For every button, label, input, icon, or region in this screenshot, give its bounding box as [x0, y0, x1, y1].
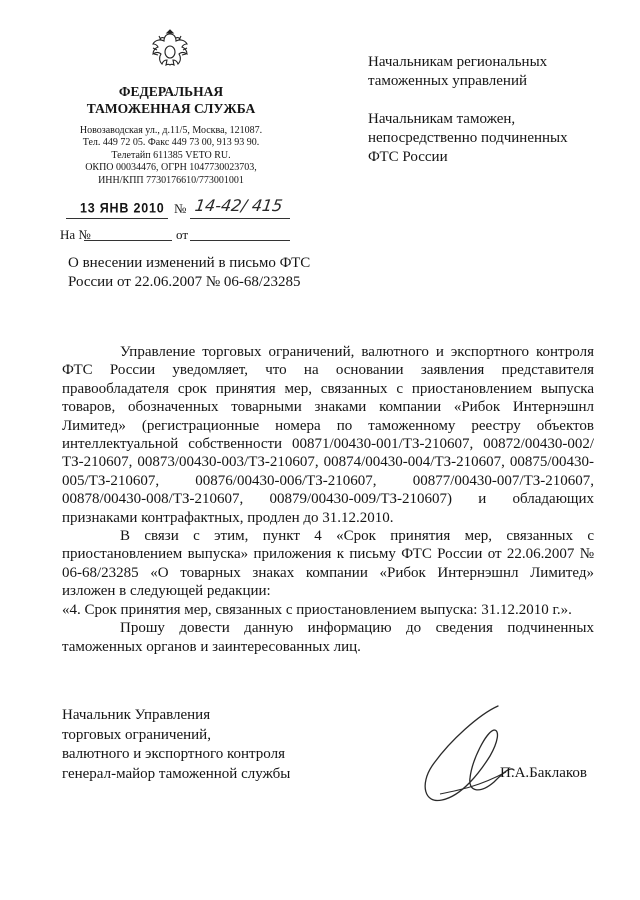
- reference-date-label: от: [176, 227, 189, 242]
- body-quote-paragraph: «4. Срок принятия мер, связанных с приостановлением выпуска: 31.12.2010 г.».: [62, 601, 572, 618]
- signatory-title-line: генерал-майор таможенной службы: [62, 765, 291, 782]
- subject-line: О внесении изменений в письмо ФТС: [68, 255, 311, 271]
- reference-number-label: На №: [60, 227, 91, 242]
- addressee-block: [368, 110, 608, 167]
- signatory-title-line: валютного и экспортного контроля: [62, 746, 285, 763]
- address-line: ОКПО 00034476, ОГРН 1047730023703,: [85, 162, 257, 174]
- body-paragraph: Управление торговых ограничений, валютного и экспортного контроля ФТС России уведомляет, что на основании заявления представителя правообладателя срок принятия мер, связанных с приостановлением выпуска товаров, обозначенных товарными знаками компании «Рибок Интернэшнл Лимитед» (регистрационные номера по таможенному реестру объектов интеллектуальной собственности 00871/00430-001/ТЗ-210607, 00872/00430-002/ТЗ-210607, 00873/00430-003/ТЗ-210607, 00874/00430-004/ТЗ-210607, 00875/00430-005/ТЗ-210607, 00876/00430-006/ТЗ-210607, 00877/00430-007/ТЗ-210607, 00878/00430-008/ТЗ-210607, 00879/00430-009/ТЗ-210607) и обладающих признаками контрафактных, продлен до 31.12.2010.: [62, 344, 594, 526]
- address-line: Новозаводская ул., д.11/5, Москва, 121087.: [79, 125, 263, 136]
- addressee-line: непосредственно подчиненных: [368, 130, 568, 146]
- addressee-line: ФТС России: [368, 149, 448, 165]
- body-paragraph: Прошу довести данную информацию до сведения подчиненных таможенных органов и заинтересованных лиц.: [62, 620, 594, 655]
- addressee-line: таможенных управлений: [368, 73, 528, 89]
- address-line: Телетайп 611385 VETO RU.: [111, 149, 231, 161]
- organization-address: [58, 125, 284, 187]
- signatory-title-line: Начальник Управления: [62, 707, 211, 723]
- body-paragraph: В связи с этим, пункт 4 «Срок принятия мер, связанных с приостановлением выпуска» приложения к письму ФТС России от 22.06.2007 № 06-68/23285 «О товарных знаках компании «Рибок Интернэшнл Лимитед» изложен в следующей редакции:: [62, 528, 594, 600]
- registration-date-stamp: 13 ЯНВ 2010: [80, 200, 165, 216]
- addressee-block: [368, 53, 608, 91]
- signatory-title-line: торговых ограничений,: [62, 726, 211, 743]
- letter-body: [62, 343, 594, 656]
- reference-date-blank: [190, 240, 290, 241]
- letter-subject: [68, 254, 318, 292]
- addressees: [368, 53, 608, 186]
- registration-date-underline: [66, 218, 168, 219]
- reference-number-blank: [84, 240, 172, 241]
- addressee-line: Начальникам таможен,: [368, 111, 516, 127]
- subject-line: России от 22.06.2007 № 06-68/23285: [68, 274, 301, 290]
- registration-number-label: №: [174, 201, 187, 216]
- organization-name-line: ФЕДЕРАЛЬНАЯ: [118, 84, 224, 99]
- coat-of-arms-emblem: [148, 26, 192, 74]
- address-line: ИНН/КПП 7730176610/773001001: [98, 174, 244, 186]
- organization-name: [60, 83, 282, 117]
- address-line: Тел. 449 72 05. Факс 449 73 00, 913 93 90.: [82, 137, 260, 149]
- registration-number-handwritten: 14-42/ 415: [193, 196, 284, 215]
- organization-name-line: ТАМОЖЕННАЯ СЛУЖБА: [86, 101, 256, 116]
- handwritten-signature: [410, 700, 520, 810]
- registration-number-underline: [190, 218, 290, 219]
- addressee-line: Начальникам региональных: [368, 54, 548, 70]
- signatory-title: [62, 706, 290, 784]
- signatory-name: П.А.Баклаков: [500, 765, 587, 781]
